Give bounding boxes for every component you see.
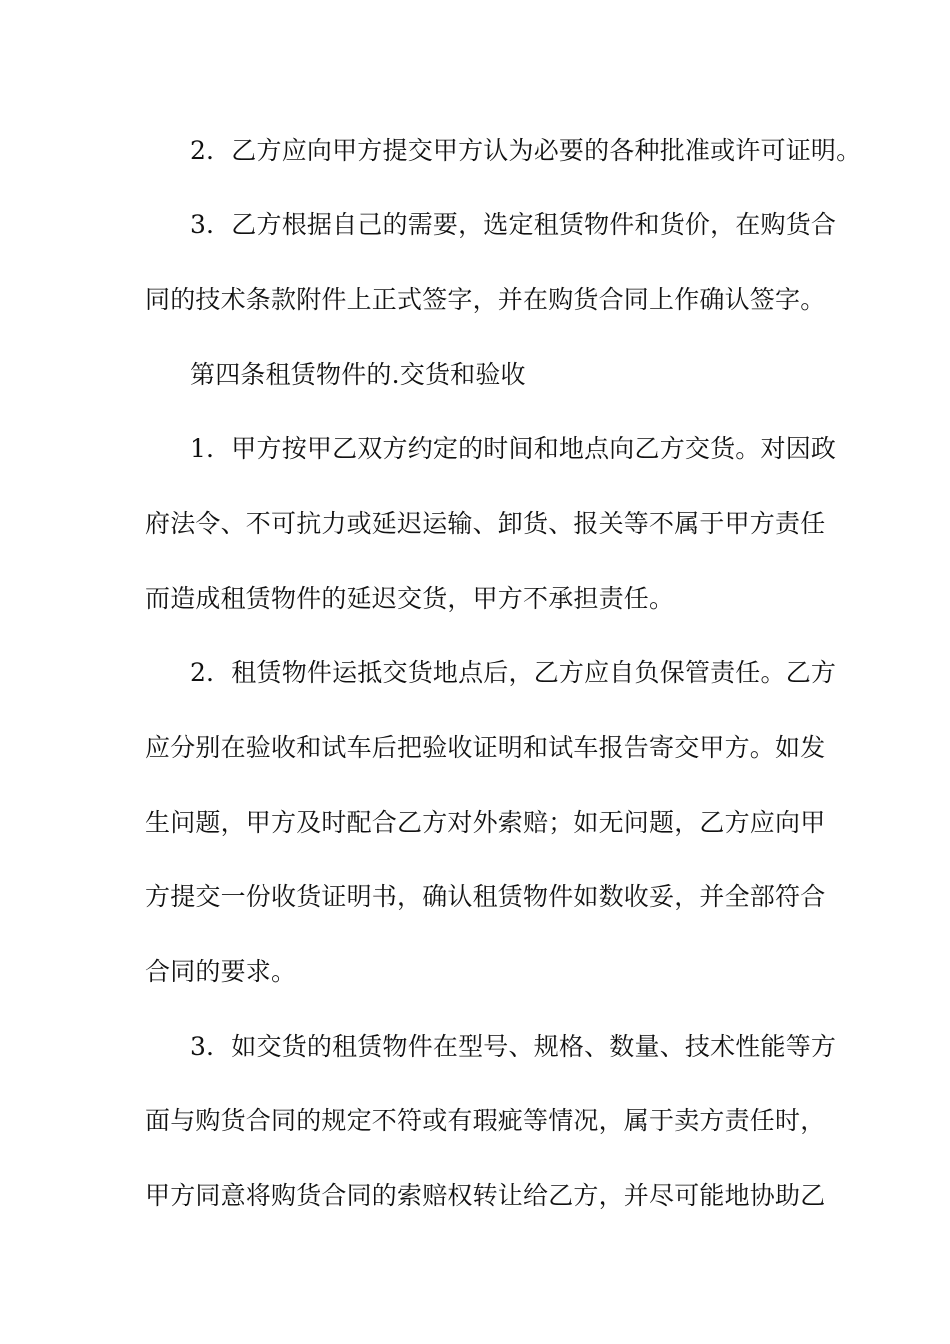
paragraph-line: 生问题，甲方及时配合乙方对外索赔；如无问题，乙方应向甲 [145, 808, 826, 837]
paragraph-line: 2．乙方应向甲方提交甲方认为必要的各种批准或许可证明。 [190, 136, 862, 165]
paragraph-line: 3．乙方根据自己的需要，选定租赁物件和货价，在购货合 [190, 210, 837, 239]
section-heading: 第四条租赁物件的.交货和验收 [190, 360, 526, 389]
paragraph-line: 面与购货合同的规定不符或有瑕疵等情况，属于卖方责任时， [145, 1106, 826, 1135]
paragraph-line: 3．如交货的租赁物件在型号、规格、数量、技术性能等方 [190, 1032, 837, 1061]
paragraph-line: 应分别在验收和试车后把验收证明和试车报告寄交甲方。如发 [145, 733, 826, 762]
paragraph-line: 府法令、不可抗力或延迟运输、卸货、报关等不属于甲方责任 [145, 509, 826, 538]
paragraph-line: 甲方同意将购货合同的索赔权转让给乙方，并尽可能地协助乙 [145, 1181, 826, 1210]
paragraph-line: 1．甲方按甲乙双方约定的时间和地点向乙方交货。对因政 [190, 434, 837, 463]
paragraph-line: 而造成租赁物件的延迟交货，甲方不承担责任。 [145, 584, 675, 613]
paragraph-line: 方提交一份收货证明书，确认租赁物件如数收妥，并全部符合 [145, 882, 826, 911]
paragraph-line: 2．租赁物件运抵交货地点后，乙方应自负保管责任。乙方 [190, 658, 837, 687]
paragraph-line: 合同的要求。 [145, 957, 297, 986]
paragraph-line: 同的技术条款附件上正式签字，并在购货合同上作确认签字。 [145, 285, 826, 314]
